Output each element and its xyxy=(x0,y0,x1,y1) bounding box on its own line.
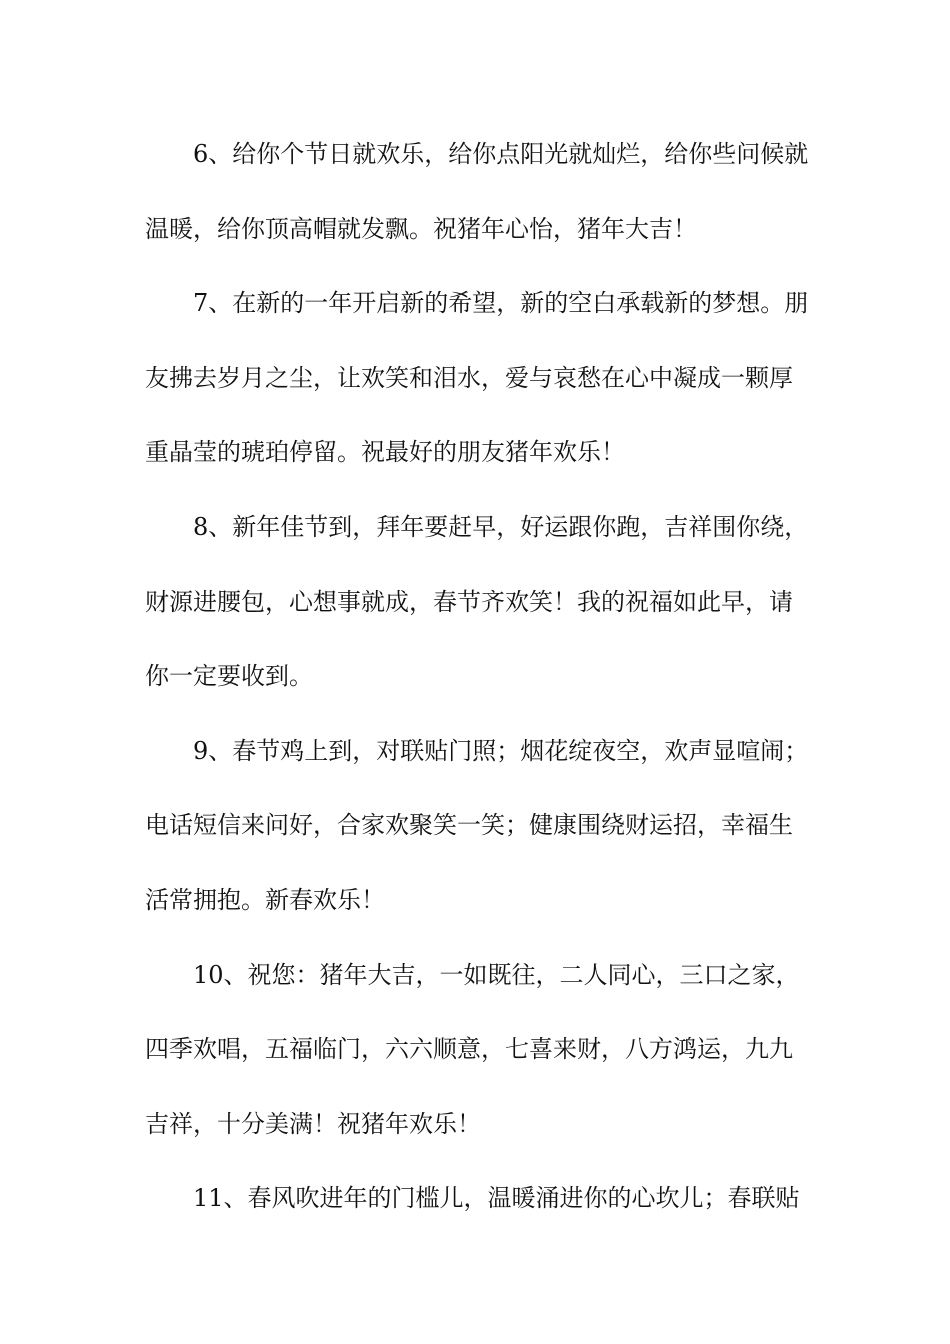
text-line: 财源进腰包，心想事就成，春节齐欢笑！我的祝福如此早，请 xyxy=(145,587,793,616)
text-line: 你一定要收到。 xyxy=(145,662,313,691)
text-line: 11、春风吹进年的门槛儿，温暖涌进你的心坎儿；春联贴 xyxy=(193,1184,800,1213)
paragraph-9 xyxy=(145,714,810,938)
text-line: 8、新年佳节到，拜年要赶早，好运跟你跑，吉祥围你绕， xyxy=(193,512,809,541)
text-line: 6、给你个节日就欢乐，给你点阳光就灿烂，给你些问候就 xyxy=(193,140,809,168)
text-line: 7、在新的一年开启新的希望，新的空白承载新的梦想。朋 xyxy=(193,289,809,318)
text-line: 电话短信来问好，合家欢聚笑一笑；健康围绕财运招，幸福生 xyxy=(145,811,793,840)
paragraph-10 xyxy=(145,938,810,1162)
text-line: 友拂去岁月之尘，让欢笑和泪水，爱与哀愁在心中凝成一颗厚 xyxy=(145,363,793,392)
paragraph-11 xyxy=(145,1161,810,1236)
document-body xyxy=(145,117,810,1236)
text-line: 10、祝您：猪年大吉，一如既往，二人同心，三口之家， xyxy=(193,960,800,989)
text-line: 重晶莹的琥珀停留。祝最好的朋友猪年欢乐！ xyxy=(145,438,625,467)
text-line: 活常拥抱。新春欢乐！ xyxy=(145,885,385,914)
paragraph-6 xyxy=(145,117,810,266)
paragraph-7 xyxy=(145,266,810,490)
text-line: 四季欢唱，五福临门，六六顺意，七喜来财，八方鸿运，九九 xyxy=(145,1035,793,1064)
text-line: 吉祥，十分美满！祝猪年欢乐！ xyxy=(145,1109,481,1138)
paragraph-8 xyxy=(145,490,810,714)
text-line: 温暖，给你顶高帽就发飘。祝猪年心怡，猪年大吉！ xyxy=(145,214,697,243)
text-line: 9、春节鸡上到，对联贴门照；烟花绽夜空，欢声显喧闹； xyxy=(193,736,809,765)
